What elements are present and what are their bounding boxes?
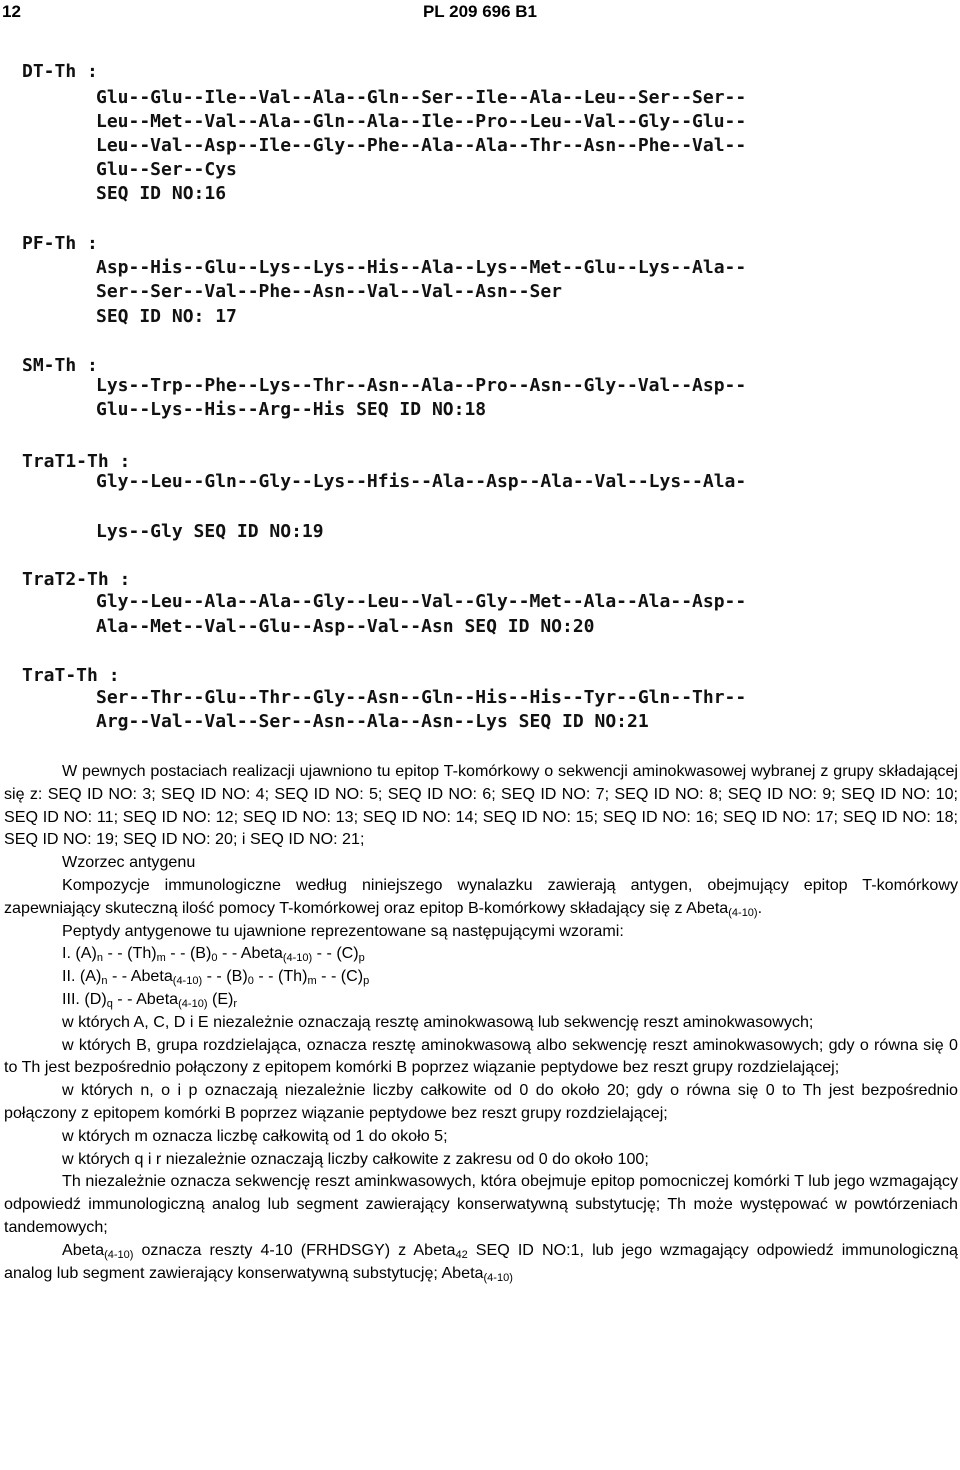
sequence-label: SM-Th : <box>22 355 98 376</box>
paragraph-definition-acde: w których A, C, D i E niezależnie oznaczają resztę aminokwasową lub sekwencję reszt aminokwasowych; <box>62 1012 814 1031</box>
sequence-id: SEQ ID NO:16 <box>96 183 227 204</box>
sequence-line: Ser--Thr--Glu--Thr--Gly--Asn--Gln--His--His--Tyr--Gln--Thr-- <box>96 687 747 708</box>
sequence-label: TraT-Th : <box>22 665 120 686</box>
sequence-line: Leu--Val--Asp--Ile--Gly--Phe--Ala--Ala--Thr--Asn--Phe--Val-- <box>96 135 747 156</box>
paragraph-definition-nop: w których n, o i p oznaczają niezależnie liczby całkowite od 0 do około 20; gdy o równa się 0 to Th jest bezpośrednio połączony z epitopem komórki B poprzez wiązanie peptydowe bez reszt grupy rozdzielającej; <box>4 1081 958 1122</box>
sequence-line: Glu--Lys--His--Arg--His SEQ ID NO:18 <box>96 399 487 420</box>
sequence-line: Ala--Met--Val--Glu--Asp--Val--Asn SEQ ID NO:20 <box>96 616 595 637</box>
paragraph-definition-abeta: Abeta$_{(4-10)}$ oznacza reszty 4-10 (FRHDSGY) z Abeta$_{42}$ SEQ ID NO:1, lub jego wzmagający odpowiedź immunologiczną analog lub segment zawierający konserwatywną substytucję; Abeta$_{(4-10)}$ <box>4 1240 958 1284</box>
sequence-label: PF-Th : <box>22 233 98 254</box>
sequence-line: Lys--Trp--Phe--Lys--Thr--Asn--Ala--Pro--Asn--Gly--Val--Asp-- <box>96 375 747 396</box>
paragraph-definition-b: w których B, grupa rozdzielająca, oznacza resztę aminokwasową albo sekwencję reszt aminokwasowych; gdy o równa się 0 to Th jest bezpośrednio połączony z epitopem komórki B poprzez wiązanie peptydowe bez reszt grupy rozdzielającej; <box>4 1035 958 1077</box>
sequence-listing-image <box>20 60 950 740</box>
sequence-line: Ser--Ser--Val--Phe--Asn--Val--Val--Asn--Ser <box>96 281 562 302</box>
sequence-line: Arg--Val--Val--Ser--Asn--Ala--Asn--Lys SEQ ID NO:21 <box>96 711 649 732</box>
paragraph-formula-intro: Peptydy antygenowe tu ujawnione reprezentowane są następującymi wzorami: <box>62 921 624 940</box>
paragraph-definition-m: w których m oznacza liczbę całkowitą od 1 do około 5; <box>62 1126 448 1145</box>
sequence-line: Gly--Leu--Gln--Gly--Lys--Hfis--Ala--Asp--Ala--Val--Lys--Ala- <box>96 471 747 492</box>
patent-number: PL 209 696 B1 <box>422 2 538 21</box>
sequence-label: TraT1-Th : <box>22 451 131 472</box>
sequence-label: DT-Th : <box>22 61 98 82</box>
sequence-line: Asp--His--Glu--Lys--Lys--His--Ala--Lys--Met--Glu--Lys--Ala-- <box>96 257 747 278</box>
sequence-line: Glu--Glu--Ile--Val--Ala--Gln--Ser--Ile--Ala--Leu--Ser--Ser-- <box>96 87 747 108</box>
paragraph-compositions: Kompozycje immunologiczne według niniejszego wynalazku zawierają antygen, obejmujący epitop T-komórkowy zapewniający skuteczną ilość pomocy T-komórkowej oraz epitop B-komórkowy składający się z Abeta$_{(4-10)}$. <box>4 875 958 919</box>
paragraph-definition-th: Th niezależnie oznacza sekwencję reszt aminkwasowych, która obejmuje epitop pomocniczej komórki T lub jego wzmagający odpowiedź immunologiczną analog lub segment zawierający konserwatywną substytucję; Th może występować w powtórzeniach tandemowych; <box>4 1172 958 1236</box>
sequence-label: TraT2-Th : <box>22 569 131 590</box>
sequence-line: Lys--Gly SEQ ID NO:19 <box>96 521 324 542</box>
formula-2: II. $(A)_n$ - - Abeta$_{(4-10)}$ - - $(B)_0$ - - $(Th)_m$ - - $(C)_p$ <box>62 967 370 988</box>
section-heading: Wzorzec antygenu <box>62 853 196 872</box>
page-number: 12 <box>2 2 21 21</box>
page-header <box>0 0 960 28</box>
paragraph-definition-qr: w których q i r niezależnie oznaczają liczby całkowite z zakresu od 0 do około 100; <box>62 1149 649 1168</box>
sequence-line: Leu--Met--Val--Ala--Gln--Ala--Ile--Pro--Leu--Val--Gly--Glu-- <box>96 111 747 132</box>
formula-1: I. $(A)_n$ - - $(Th)_m$ - - $(B)_0$ - - Abeta$_{(4-10)}$ - - $(C)_p$ <box>62 944 365 965</box>
paragraph-epitope-list: W pewnych postaciach realizacji ujawniono tu epitop T-komórkowy o sekwencji aminokwasowej wybranej z grupy składającej się z: SEQ ID NO: 3; SEQ ID NO: 4; SEQ ID NO: 5; SEQ ID NO: 6; SEQ ID NO: 7; SEQ ID NO: 8; SEQ ID NO: 9; SEQ ID NO: 10; SEQ ID NO: 11; SEQ ID NO: 12; SEQ ID NO: 13; SEQ ID NO: 14; SEQ ID NO: 15; SEQ ID NO: 16; SEQ ID NO: 17; SEQ ID NO: 18; SEQ ID NO: 19; SEQ ID NO: 20; i SEQ ID NO: 21; <box>4 762 958 849</box>
sequence-id: SEQ ID NO: 17 <box>96 306 237 327</box>
document-body <box>4 760 958 1284</box>
formula-3: III. $(D)_q$ - - Abeta$_{(4-10)}$ $(E)_r$ <box>62 989 238 1010</box>
sequence-line: Gly--Leu--Ala--Ala--Gly--Leu--Val--Gly--Met--Ala--Ala--Asp-- <box>96 591 747 612</box>
sequence-line: Glu--Ser--Cys <box>96 159 237 180</box>
